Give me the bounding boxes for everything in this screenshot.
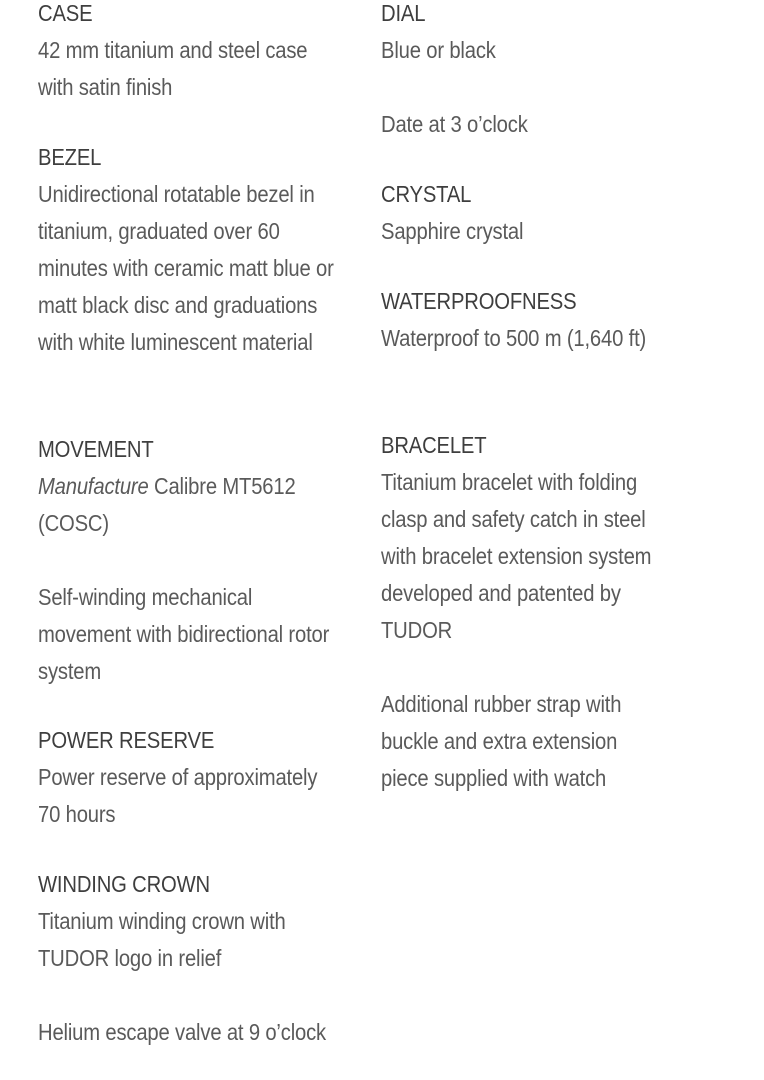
spec-text-case: 42 mm titanium and steel case with satin finish bbox=[38, 37, 308, 100]
spec-heading-bracelet: BRACELET bbox=[381, 432, 487, 458]
spec-winding-crown bbox=[38, 871, 338, 1051]
spec-text-bracelet-2: Additional rubber strap with buckle and extra extension piece supplied with watch bbox=[381, 691, 622, 791]
manufacture-italic: Manufacture bbox=[38, 473, 149, 499]
spec-crystal bbox=[381, 181, 661, 250]
spec-power-reserve bbox=[38, 727, 338, 833]
spec-case bbox=[38, 0, 338, 106]
spec-bracelet bbox=[381, 432, 661, 797]
spec-heading-case: CASE bbox=[38, 0, 93, 26]
spec-waterproofness bbox=[381, 288, 661, 357]
spec-heading-dial: DIAL bbox=[381, 0, 426, 26]
spec-text-crystal: Sapphire crystal bbox=[381, 218, 524, 244]
spec-bezel bbox=[38, 144, 338, 361]
calibre-text: Calibre MT5612 (COSC) bbox=[38, 473, 296, 536]
spec-text-dial: Blue or black bbox=[381, 37, 496, 63]
spec-heading-movement: MOVEMENT bbox=[38, 436, 154, 462]
spec-text-winding-crown: Titanium winding crown with TUDOR logo in relief bbox=[38, 908, 286, 971]
spec-text-movement bbox=[38, 468, 339, 542]
spec-text-waterproofness: Waterproof to 500 m (1,640 ft) bbox=[381, 325, 647, 351]
spec-text-dial-2: Date at 3 o’clock bbox=[381, 111, 528, 137]
spec-heading-winding-crown: WINDING CROWN bbox=[38, 871, 210, 897]
spec-text-bezel: Unidirectional rotatable bezel in titanium, graduated over 60 minutes with ceramic matt blue or matt black disc and graduations with white luminescent material bbox=[38, 181, 334, 355]
spec-heading-waterproofness: WATERPROOFNESS bbox=[381, 288, 577, 314]
spec-text-winding-crown-2: Helium escape valve at 9 o’clock bbox=[38, 1019, 326, 1045]
spec-text-movement-2: Self-winding mechanical movement with bidirectional rotor system bbox=[38, 584, 330, 684]
spec-movement bbox=[38, 436, 338, 690]
spec-heading-crystal: CRYSTAL bbox=[381, 181, 472, 207]
spec-dial bbox=[381, 0, 661, 143]
spec-text-bracelet: Titanium bracelet with folding clasp and safety catch in steel with bracelet extension system developed and patented by TUDOR bbox=[381, 469, 652, 643]
spec-heading-power-reserve: POWER RESERVE bbox=[38, 727, 215, 753]
spec-heading-bezel: BEZEL bbox=[38, 144, 102, 170]
spec-text-power-reserve: Power reserve of approximately 70 hours bbox=[38, 764, 318, 827]
